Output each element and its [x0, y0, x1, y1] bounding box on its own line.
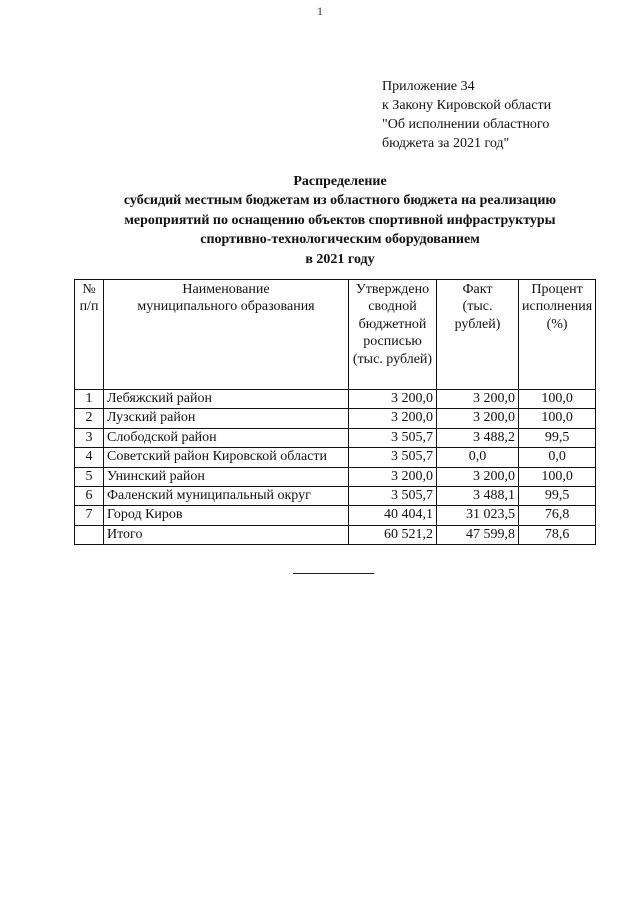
cell-percent: 99,5: [519, 428, 596, 447]
table-row: [75, 487, 596, 506]
cell-name: Итого: [104, 525, 349, 544]
appendix-note: [382, 77, 551, 153]
cell-fact: 3 488,2: [437, 428, 519, 447]
table-row: [75, 409, 596, 428]
cell-name: Унинский район: [104, 467, 349, 486]
end-rule: [293, 573, 374, 574]
document-title: [60, 172, 620, 269]
cell-percent: 0,0: [519, 448, 596, 467]
title-line: мероприятий по оснащению объектов спортивной инфраструктуры: [124, 212, 556, 228]
cell-fact: 31 023,5: [437, 506, 519, 525]
cell-name: Лебяжский район: [104, 390, 349, 409]
appendix-line: к Закону Кировской области: [382, 98, 552, 113]
page-number: 1: [317, 4, 323, 18]
header-num: № п/п: [75, 280, 104, 390]
cell-approved: 3 505,7: [349, 448, 437, 467]
cell-percent: 100,0: [519, 390, 596, 409]
cell-fact: 3 488,1: [437, 487, 519, 506]
table-row: [75, 467, 596, 486]
table-row: [75, 428, 596, 447]
cell-name: Советский район Кировской области: [104, 448, 349, 467]
cell-percent: 76,8: [519, 506, 596, 525]
cell-name: Слободской район: [104, 428, 349, 447]
cell-fact: 47 599,8: [437, 525, 519, 544]
cell-num: 4: [75, 448, 104, 467]
appendix-line: Приложение 34: [382, 79, 475, 94]
cell-fact: 3 200,0: [437, 467, 519, 486]
title-line: в 2021 году: [305, 251, 375, 267]
appendix-line: бюджета за 2021 год": [382, 136, 510, 151]
cell-name: Лузский район: [104, 409, 349, 428]
cell-fact: 3 200,0: [437, 390, 519, 409]
title-line: спортивно-технологическим оборудованием: [200, 232, 480, 248]
cell-num: [75, 525, 104, 544]
cell-percent: 100,0: [519, 467, 596, 486]
cell-percent: 78,6: [519, 525, 596, 544]
cell-num: 1: [75, 390, 104, 409]
table-header-row: [75, 280, 596, 390]
cell-approved: 40 404,1: [349, 506, 437, 525]
header-percent: Процент исполнения (%): [519, 280, 596, 390]
cell-fact: 3 200,0: [437, 409, 519, 428]
cell-percent: 99,5: [519, 487, 596, 506]
cell-num: 6: [75, 487, 104, 506]
title-line: Распределение: [293, 174, 387, 189]
header-approved: Утверждено сводной бюджетной росписью (тыс. рублей): [349, 280, 437, 390]
appendix-line: "Об исполнении областного: [382, 117, 550, 132]
cell-fact: 0,0: [437, 448, 519, 467]
table-total-row: [75, 525, 596, 544]
cell-approved: 3 200,0: [349, 409, 437, 428]
title-line: субсидий местным бюджетам из областного бюджета на реализацию: [123, 193, 557, 209]
table-row: [75, 506, 596, 525]
cell-approved: 3 200,0: [349, 467, 437, 486]
cell-approved: 60 521,2: [349, 525, 437, 544]
cell-approved: 3 505,7: [349, 428, 437, 447]
cell-percent: 100,0: [519, 409, 596, 428]
cell-num: 3: [75, 428, 104, 447]
table-row: [75, 390, 596, 409]
cell-num: 5: [75, 467, 104, 486]
table-row: [75, 448, 596, 467]
cell-name: Город Киров: [104, 506, 349, 525]
cell-approved: 3 505,7: [349, 487, 437, 506]
cell-num: 7: [75, 506, 104, 525]
cell-num: 2: [75, 409, 104, 428]
cell-approved: 3 200,0: [349, 390, 437, 409]
header-fact: Факт (тыс. рублей): [437, 280, 519, 390]
cell-name: Фаленский муниципальный округ: [104, 487, 349, 506]
subsidy-table: [74, 279, 596, 545]
header-name: Наименование муниципального образования: [104, 280, 349, 390]
